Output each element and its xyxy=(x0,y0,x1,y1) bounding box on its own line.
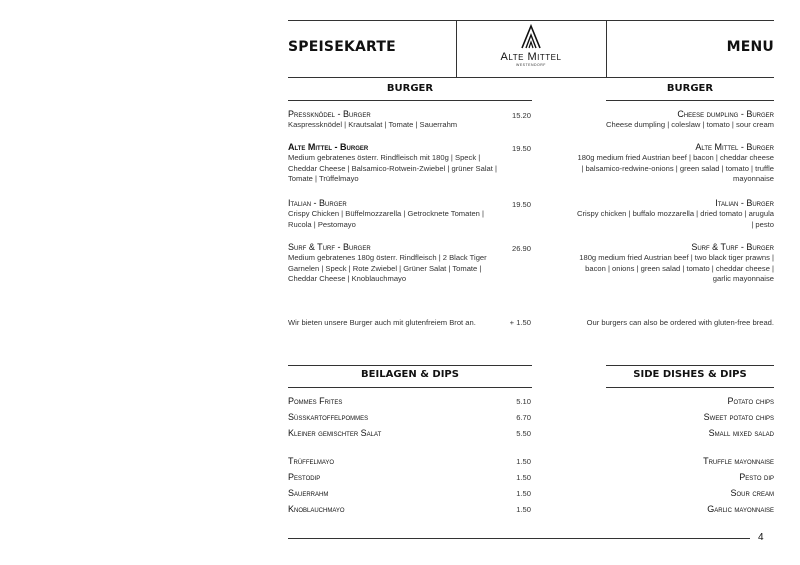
item-description: | pesto xyxy=(751,219,774,229)
side-item-name: Small mixed salad xyxy=(708,428,774,438)
item-description: Crispy chicken | buffalo mozzarella | dried tomato | arugula xyxy=(577,209,774,218)
item-description: Medium gebratenes österr. Rindfleisch mit 180g | Speck | xyxy=(288,153,481,162)
item-description: | balsamico-redwine-onions | green salad | tomato | truffle xyxy=(581,163,774,173)
item-name: Cheese dumpling - Burger xyxy=(677,109,774,119)
section-rule-top-sides-en xyxy=(606,365,774,366)
item-description: garlic mayonnaise xyxy=(712,274,774,283)
menu-item xyxy=(288,242,518,285)
item-description: Cheese dumpling | coleslaw | tomato | sour cream xyxy=(606,120,774,129)
item-description: bacon | onions | green salad | tomato | cheddar cheese | xyxy=(585,263,774,273)
item-description: Garnelen | Speck | Rote Zwiebel | Grüner Salat | Tomate | xyxy=(288,263,482,273)
side-item-name: Sweet potato chips xyxy=(703,412,774,422)
side-item-name: Pommes Frites xyxy=(288,396,343,406)
side-item-name: Süsskartoffelpommes xyxy=(288,412,369,422)
item-name: Italian - Burger xyxy=(715,198,774,208)
item-price: 15.20 xyxy=(511,111,531,120)
item-name: Alte Mittel - Burger xyxy=(695,142,774,152)
dip-item-price: 1.50 xyxy=(516,505,531,514)
page-number: 4 xyxy=(758,532,764,543)
item-name: Italian - Burger xyxy=(288,198,347,208)
dip-item-price: 1.50 xyxy=(516,489,531,498)
dip-item-name: Knoblauchmayo xyxy=(288,504,345,514)
gluten-free-note-de: Wir bieten unsere Burger auch mit glutenfreiem Brot an. xyxy=(288,318,476,327)
menu-item xyxy=(559,109,774,131)
item-name: Alte Mittel - Burger xyxy=(288,142,369,152)
dip-item-name: Sour cream xyxy=(730,488,774,498)
menu-item xyxy=(559,142,774,185)
item-description: mayonnaise xyxy=(733,174,774,183)
section-rule-burger-en xyxy=(606,100,774,101)
dip-item-name: Pestodip xyxy=(288,472,321,482)
item-description: Rucola | Pestomayo xyxy=(288,219,356,229)
dip-item-name: Sauerrahm xyxy=(288,488,329,498)
item-name: Surf & Turf - Burger xyxy=(288,242,371,252)
menu-item xyxy=(559,198,774,230)
restaurant-logo xyxy=(456,23,606,67)
item-description: 180g medium fried Austrian beef | two black tiger prawns | xyxy=(579,253,774,262)
page-title-de: SPEISEKARTE xyxy=(288,39,396,55)
header-top-rule xyxy=(288,20,774,21)
dip-item-price: 1.50 xyxy=(516,457,531,466)
header-bottom-rule xyxy=(288,77,774,78)
item-description: Cheddar Cheese | Knoblauchmayo xyxy=(288,274,407,283)
item-description: Cheddar Cheese | Balsamico-Rotwein-Zwiebel | grüner Salat | xyxy=(288,163,497,173)
section-heading-sides-en: SIDE DISHES & DIPS xyxy=(633,369,747,380)
dip-item-name: Trüffelmayo xyxy=(288,456,335,466)
section-heading-burger-en: BURGER xyxy=(666,83,714,94)
item-description: Medium gebratenes 180g österr. Rindfleisch | 2 Black Tiger xyxy=(288,253,487,262)
logo-name: Alte Mittel xyxy=(500,51,562,63)
dip-item-name: Pesto dip xyxy=(739,472,774,482)
item-description: 180g medium fried Austrian beef | bacon | cheddar cheese xyxy=(577,153,774,162)
section-rule-burger-de xyxy=(288,100,532,101)
gluten-free-price: + 1.50 xyxy=(509,318,531,327)
footer-rule xyxy=(288,538,750,539)
menu-item xyxy=(288,109,518,131)
section-rule-top-sides-de xyxy=(288,365,532,366)
menu-item xyxy=(288,198,518,230)
section-rule-sides-en xyxy=(606,387,774,388)
menu-item xyxy=(559,242,774,285)
side-item-price: 5.10 xyxy=(516,397,531,406)
dip-item-name: Garlic mayonnaise xyxy=(707,504,774,514)
side-item-price: 6.70 xyxy=(516,413,531,422)
logo-subtitle: WESTENDORF xyxy=(516,63,546,67)
side-item-price: 5.50 xyxy=(516,429,531,438)
item-name: Pressknödel - Burger xyxy=(288,109,371,119)
item-description: Kaspressknödel | Krautsalat | Tomate | Sauerrahm xyxy=(288,120,458,129)
item-description: Crispy Chicken | Büffelmozzarella | Getrocknete Tomaten | xyxy=(288,209,484,218)
dip-item-name: Truffle mayonnaise xyxy=(703,456,774,466)
menu-item xyxy=(288,142,518,185)
side-item-name: Kleiner gemischter Salat xyxy=(288,428,382,438)
section-heading-sides-de: BEILAGEN & DIPS xyxy=(361,369,459,380)
section-heading-burger-de: BURGER xyxy=(386,83,434,94)
item-name: Surf & Turf - Burger xyxy=(691,242,774,252)
gluten-free-note-en: Our burgers can also be ordered with gluten-free bread. xyxy=(586,318,774,327)
menu-page xyxy=(288,20,774,545)
item-price: 19.50 xyxy=(511,144,531,153)
item-price: 26.90 xyxy=(511,244,531,253)
item-description: Tomate | Trüffelmayo xyxy=(288,174,359,183)
section-rule-sides-de xyxy=(288,387,532,388)
logo-box-right xyxy=(606,20,607,77)
page-title-en: MENU xyxy=(726,39,774,55)
dip-item-price: 1.50 xyxy=(516,473,531,482)
mountain-logo-icon xyxy=(520,23,542,49)
side-item-name: Potato chips xyxy=(727,396,774,406)
item-price: 19.50 xyxy=(511,200,531,209)
